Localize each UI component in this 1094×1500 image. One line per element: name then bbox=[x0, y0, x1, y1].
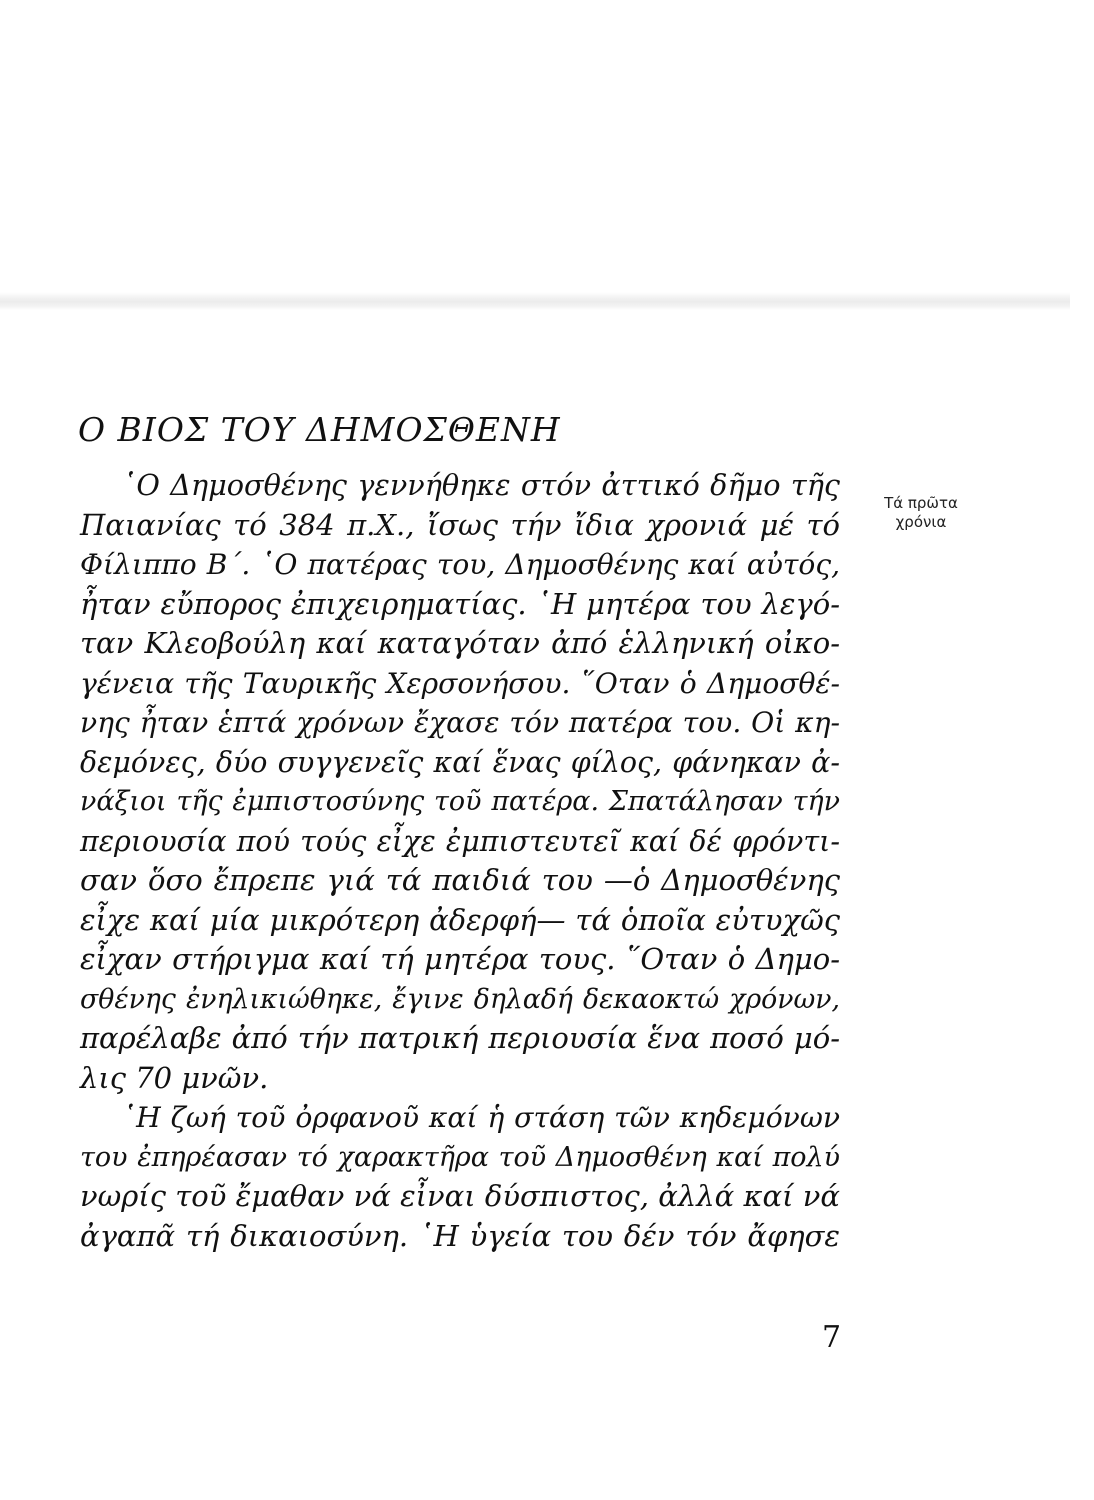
text-line: παρέλαβε ἀπό τήν πατρική περιουσία ἕνα ποσό μό- bbox=[80, 1021, 840, 1055]
page-number: 7 bbox=[822, 1320, 842, 1355]
text-line: ταν Κλεοβούλη καί καταγόταν ἀπό ἑλληνική οἰκο- bbox=[80, 626, 840, 660]
text-line: Φίλιππο Β΄. ῾Ο πατέρας του, Δημοσθένης καί αὐτός, bbox=[80, 548, 840, 581]
text-line: γένεια τῆς Ταυρικῆς Χερσονήσου. ῞Οταν ὁ Δημοσθέ- bbox=[80, 666, 840, 700]
margin-note-line: χρόνια bbox=[895, 513, 947, 531]
body-text bbox=[80, 466, 840, 1256]
text-line: περιουσία πού τούς εἶχε ἐμπιστευτεῖ καί δέ φρόντι- bbox=[80, 824, 840, 858]
text-line: ἦταν εὔπορος ἐπιχειρηματίας. ῾Η μητέρα του λεγό- bbox=[80, 586, 840, 621]
text-line: δεμόνες, δύο συγγενεῖς καί ἕνας φίλος, φάνηκαν ἀ- bbox=[80, 745, 840, 779]
text-line: νάξιοι τῆς ἐμπιστοσύνης τοῦ πατέρα. Σπατάλησαν τήν bbox=[80, 786, 840, 817]
text-line: ῾Ο Δημοσθένης γεννήθηκε στόν ἀττικό δῆμο τῆς bbox=[122, 468, 840, 502]
text-line: σαν ὅσο ἔπρεπε γιά τά παιδιά του —ὁ Δημοσθένης bbox=[80, 863, 840, 897]
text-line: σθένης ἐνηλικιώθηκε, ἔγινε δηλαδή δεκαοκτώ χρόνων, bbox=[80, 983, 840, 1015]
text-line: εἶχε καί μία μικρότερη ἀδερφή— τά ὁποῖα εὐτυχῶς bbox=[80, 902, 840, 937]
text-line: λις 70 μνῶν. bbox=[80, 1060, 269, 1095]
margin-note-line: Τά πρῶτα bbox=[884, 494, 958, 512]
text-line: του ἐπηρέασαν τό χαρακτῆρα τοῦ Δημοσθένη καί πολύ bbox=[80, 1141, 840, 1173]
text-line: ἀγαπᾶ τή δικαιοσύνη. ῾Η ὑγεία του δέν τόν ἄφησε bbox=[80, 1218, 840, 1253]
text-line: ῾Η ζωή τοῦ ὀρφανοῦ καί ἡ στάση τῶν κηδεμόνων bbox=[122, 1101, 840, 1134]
chapter-title: Ο ΒΙΟΣ ΤΟΥ ΔΗΜΟΣΘΕΝΗ bbox=[78, 410, 561, 449]
text-line: εἶχαν στήριγμα καί τή μητέρα τους. ῞Οταν ὁ Δημο- bbox=[80, 942, 840, 976]
scan-shadow-band bbox=[0, 292, 1070, 310]
margin-note bbox=[866, 494, 976, 532]
text-line: νης ἦταν ἑπτά χρόνων ἔχασε τόν πατέρα του. Οἱ κη- bbox=[80, 706, 840, 739]
text-line: νωρίς τοῦ ἔμαθαν νά εἶναι δύσπιστος, ἀλλά καί νά bbox=[80, 1179, 840, 1213]
text-line: Παιανίας τό 384 π.Χ., ἴσως τήν ἴδια χρονιά μέ τό bbox=[80, 507, 840, 542]
